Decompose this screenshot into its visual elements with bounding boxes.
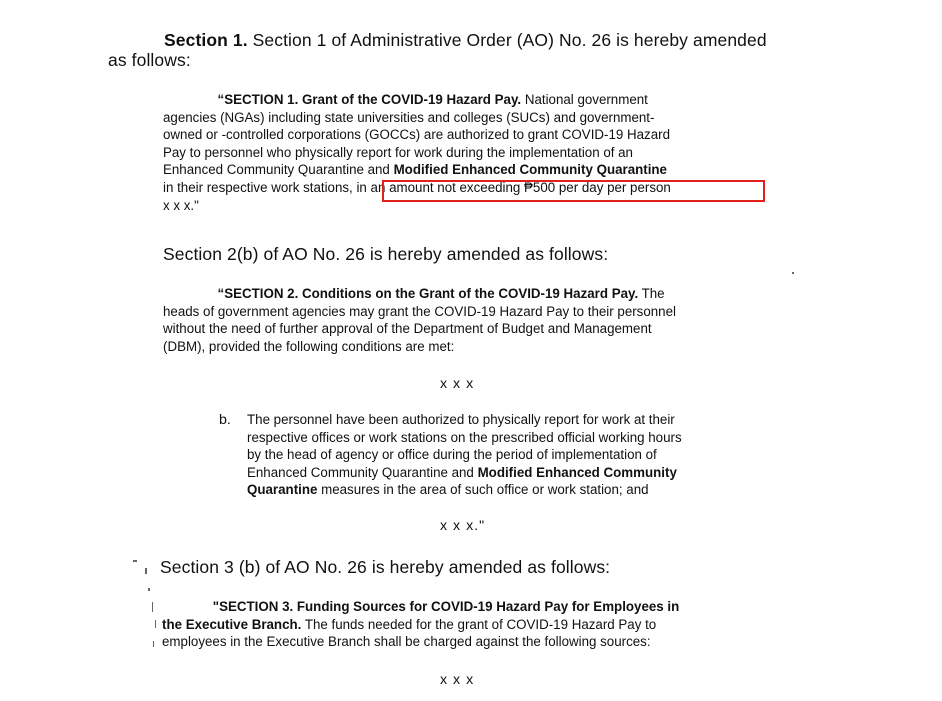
section2-quote-title: “SECTION 2. Conditions on the Grant of the COVID-19 Hazard Pay. — [217, 286, 639, 302]
section1-quote-text: National government — [521, 92, 648, 108]
section1-quote-line5 — [163, 162, 746, 180]
section1-quote-line7: x x x." — [163, 197, 199, 214]
section2-quote-text: The — [638, 286, 665, 302]
section3-quote-title: "SECTION 3. Funding Sources for COVID-19 Hazard Pay for Employees in — [212, 599, 680, 615]
item-b-text-part: Enhanced Community Quarantine and — [247, 464, 478, 481]
section2-heading: Section 2(b) of AO No. 26 is hereby amended as follows: — [163, 244, 609, 264]
section2-quote — [163, 286, 746, 356]
section1-quote-text: Enhanced Community Quarantine and — [163, 162, 394, 179]
section3-quote-text: The funds needed for the grant of COVID-19 Hazard Pay to — [301, 616, 657, 633]
ellipsis: x x x — [440, 376, 475, 392]
scan-speck — [145, 568, 147, 574]
section2-quote-line4: (DBM), provided the following conditions are met: — [163, 338, 455, 355]
item-b-label: b. — [219, 412, 231, 428]
section1-quote-title: “SECTION 1. Grant of the COVID-19 Hazard Pay. — [217, 92, 522, 108]
item-b-line4 — [247, 465, 755, 483]
section1-heading — [164, 30, 767, 51]
section3-quote-bold: the Executive Branch. — [162, 616, 302, 633]
item-b-text-part: measures in the area of such office or work station; and — [317, 482, 649, 499]
scan-speck — [792, 272, 794, 274]
highlight-box — [382, 180, 765, 202]
section3-quote-line2 — [162, 617, 745, 635]
section3-heading: Section 3 (b) of AO No. 26 is hereby amended as follows: — [160, 557, 611, 577]
item-b-text — [247, 412, 755, 500]
section2-quote-line2: heads of government agencies may grant the COVID-19 Hazard Pay to their personnel — [163, 303, 676, 320]
section2-quote-line1 — [163, 286, 746, 304]
highlighted-amount-text: in an amount not exceeding ₱500 per day per person — [356, 179, 671, 196]
scan-speck — [152, 602, 153, 612]
item-b-line2: respective offices or work stations on the prescribed official working hours — [247, 429, 682, 446]
section1-quote-bold: Modified Enhanced Community Quarantine — [393, 162, 667, 179]
scan-speck — [155, 620, 156, 628]
section3-quote-line3: employees in the Executive Branch shall be charged against the following sources: — [162, 634, 651, 651]
ellipsis: x x x — [440, 672, 475, 688]
section1-quote-line2: agencies (NGAs) including state universities and colleges (SUCs) and government- — [163, 109, 655, 126]
section1-quote-text: in their respective work stations, — [163, 179, 357, 196]
section1-quote-line1 — [163, 92, 746, 110]
section1-quote-line4: Pay to personnel who physically report for work during the implementation of an — [163, 144, 633, 161]
section2-quote-line3: without the need of further approval of the Department of Budget and Management — [163, 321, 652, 338]
section1-quote-line3: owned or -controlled corporations (GOCCs) are authorized to grant COVID-19 Hazard — [163, 127, 671, 144]
scan-speck — [153, 641, 154, 647]
section3-quote-line1 — [162, 599, 745, 617]
scan-speck — [133, 560, 137, 562]
item-b-bold: Modified Enhanced Community — [477, 464, 677, 481]
section3-quote — [162, 599, 745, 652]
ellipsis-close-quote: x x x." — [440, 518, 486, 534]
item-b-line1: The personnel have been authorized to physically report for work at their — [247, 412, 675, 428]
item-b-line3: by the head of agency or office during the period of implementation of — [247, 447, 657, 464]
item-b-bold: Quarantine — [247, 482, 318, 499]
item-b-line5 — [247, 482, 755, 500]
scan-speck — [148, 588, 150, 591]
section1-heading-continued: as follows: — [108, 50, 191, 70]
section1-heading-label: Section 1. — [164, 30, 248, 50]
section1-heading-text: Section 1 of Administrative Order (AO) No. 26 is hereby amended — [247, 30, 767, 50]
